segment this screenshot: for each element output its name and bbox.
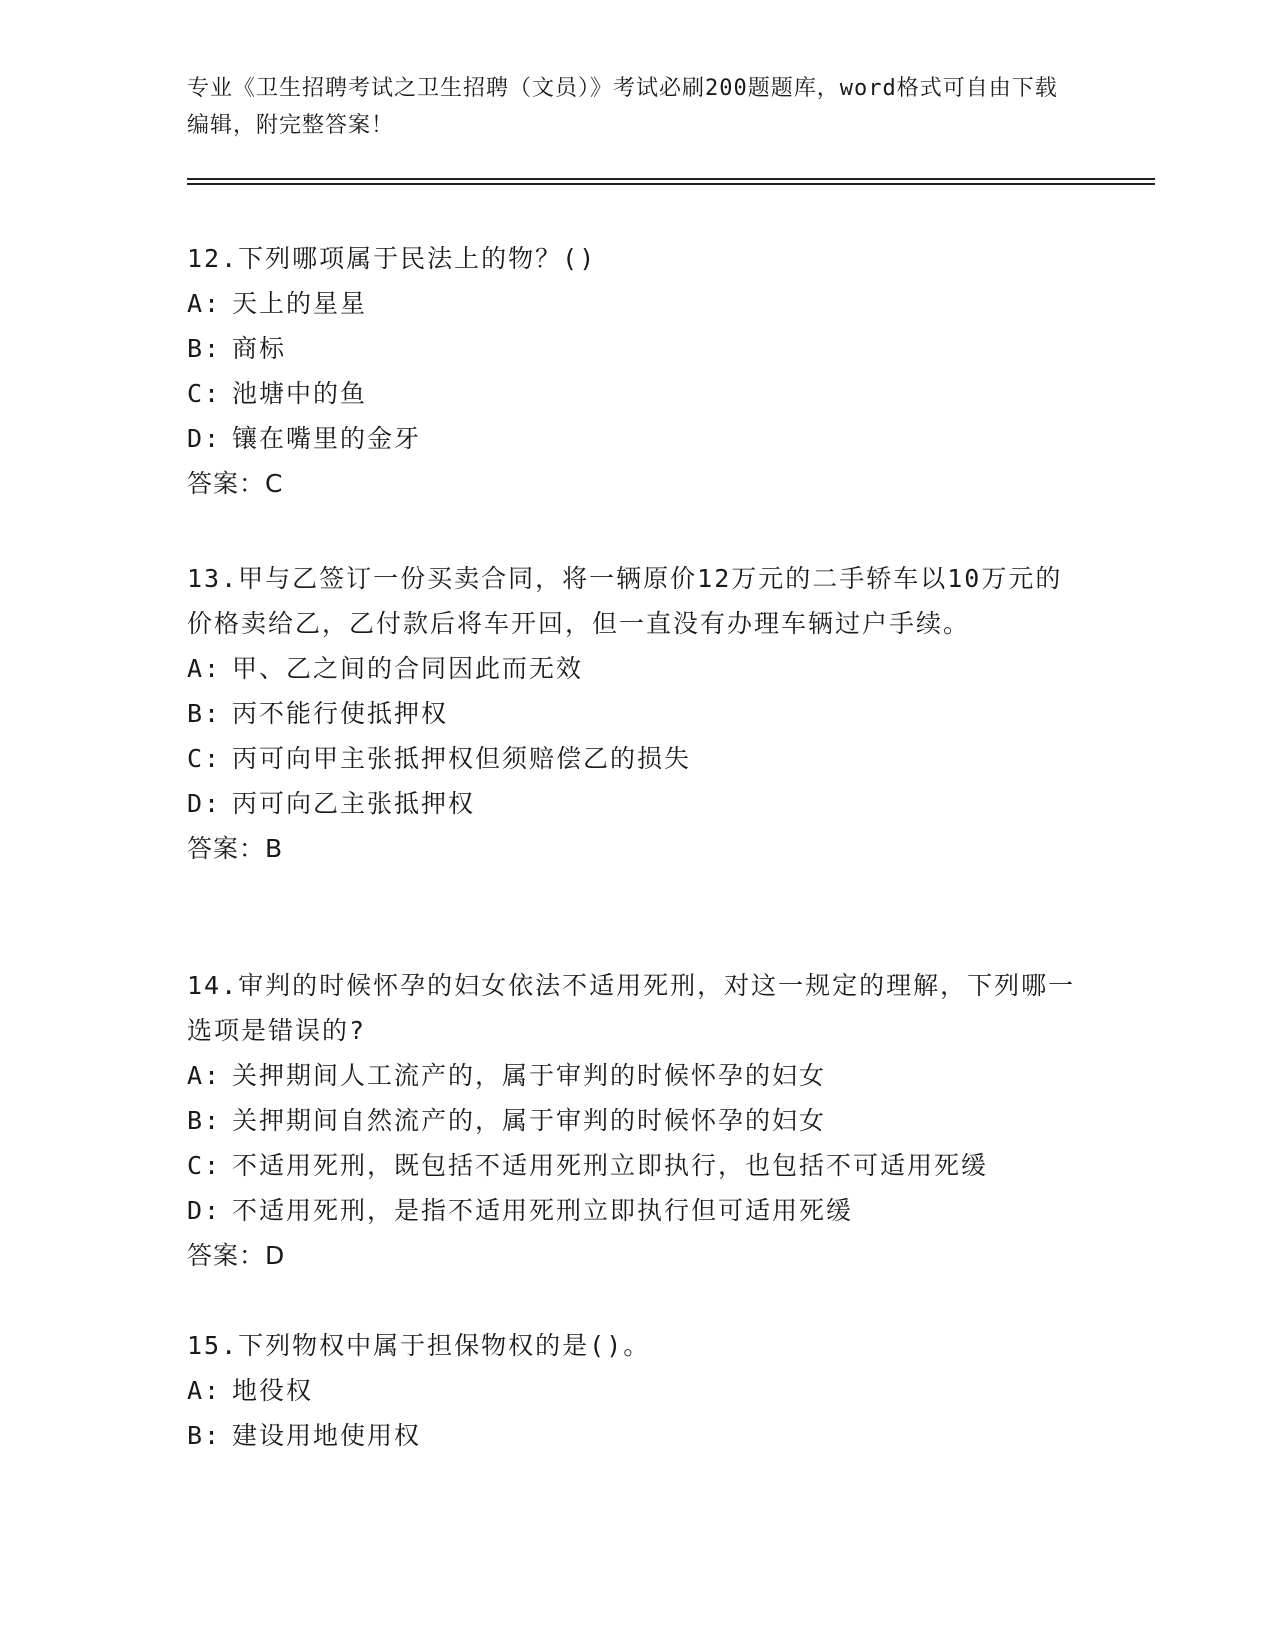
header-divider-bottom — [187, 183, 1155, 185]
option-text: 丙可向甲主张抵押权但须赔偿乙的损失 — [232, 744, 692, 773]
option-key: D: — [187, 424, 222, 453]
option-a — [187, 1368, 1087, 1413]
option-key: A: — [187, 289, 222, 318]
question-stem: 14.审判的时候怀孕的妇女依法不适用死刑，对这一规定的理解，下列哪一选项是错误的? — [187, 971, 1076, 1045]
option-key: A: — [187, 654, 222, 683]
option-d — [187, 781, 1087, 826]
option-key: C: — [187, 744, 222, 773]
option-key: D: — [187, 789, 222, 818]
question-12 — [187, 236, 1087, 506]
option-b — [187, 326, 1087, 371]
option-text: 关押期间自然流产的，属于审判的时候怀孕的妇女 — [232, 1106, 827, 1135]
option-a — [187, 646, 1087, 691]
option-c — [187, 1143, 1087, 1188]
option-b — [187, 691, 1087, 736]
option-text: 商标 — [232, 334, 287, 363]
option-key: A: — [187, 1376, 222, 1405]
option-text: 甲、乙之间的合同因此而无效 — [232, 654, 584, 683]
option-d — [187, 1188, 1087, 1233]
option-a — [187, 281, 1087, 326]
option-text: 丙可向乙主张抵押权 — [232, 789, 476, 818]
option-b — [187, 1098, 1087, 1143]
question-stem: 15.下列物权中属于担保物权的是()。 — [187, 1331, 651, 1360]
option-key: A: — [187, 1061, 222, 1090]
option-key: B: — [187, 1106, 222, 1135]
answer-line: 答案：D — [187, 1241, 286, 1270]
question-stem: 12.下列哪项属于民法上的物？() — [187, 244, 597, 273]
document-intro: 专业《卫生招聘考试之卫生招聘（文员）》考试必刷200题题库，word格式可自由下载编辑，附完整答案！ — [187, 76, 1058, 138]
option-text: 不适用死刑，既包括不适用死刑立即执行，也包括不可适用死缓 — [232, 1151, 989, 1180]
question-14 — [187, 963, 1087, 1278]
option-text: 丙不能行使抵押权 — [232, 699, 449, 728]
option-text: 天上的星星 — [232, 289, 368, 318]
answer-line: 答案：B — [187, 834, 284, 863]
option-key: B: — [187, 699, 222, 728]
option-key: D: — [187, 1196, 222, 1225]
option-text: 池塘中的鱼 — [232, 379, 368, 408]
question-13 — [187, 556, 1087, 871]
option-text: 镶在嘴里的金牙 — [232, 424, 422, 453]
option-key: C: — [187, 1151, 222, 1180]
option-key: B: — [187, 334, 222, 363]
option-key: C: — [187, 379, 222, 408]
header-divider-top — [187, 178, 1155, 180]
option-text: 地役权 — [232, 1376, 314, 1405]
question-15 — [187, 1323, 1087, 1458]
answer-line: 答案：C — [187, 469, 284, 498]
option-text: 建设用地使用权 — [232, 1421, 422, 1450]
option-key: B: — [187, 1421, 222, 1450]
option-c — [187, 736, 1087, 781]
option-text: 关押期间人工流产的，属于审判的时候怀孕的妇女 — [232, 1061, 827, 1090]
option-c — [187, 371, 1087, 416]
option-text: 不适用死刑，是指不适用死刑立即执行但可适用死缓 — [232, 1196, 854, 1225]
question-stem: 13.甲与乙签订一份买卖合同，将一辆原价12万元的二手轿车以10万元的价格卖给乙，乙付款后将车开回，但一直没有办理车辆过户手续。 — [187, 564, 1063, 638]
option-b — [187, 1413, 1087, 1458]
option-a — [187, 1053, 1087, 1098]
option-d — [187, 416, 1087, 461]
